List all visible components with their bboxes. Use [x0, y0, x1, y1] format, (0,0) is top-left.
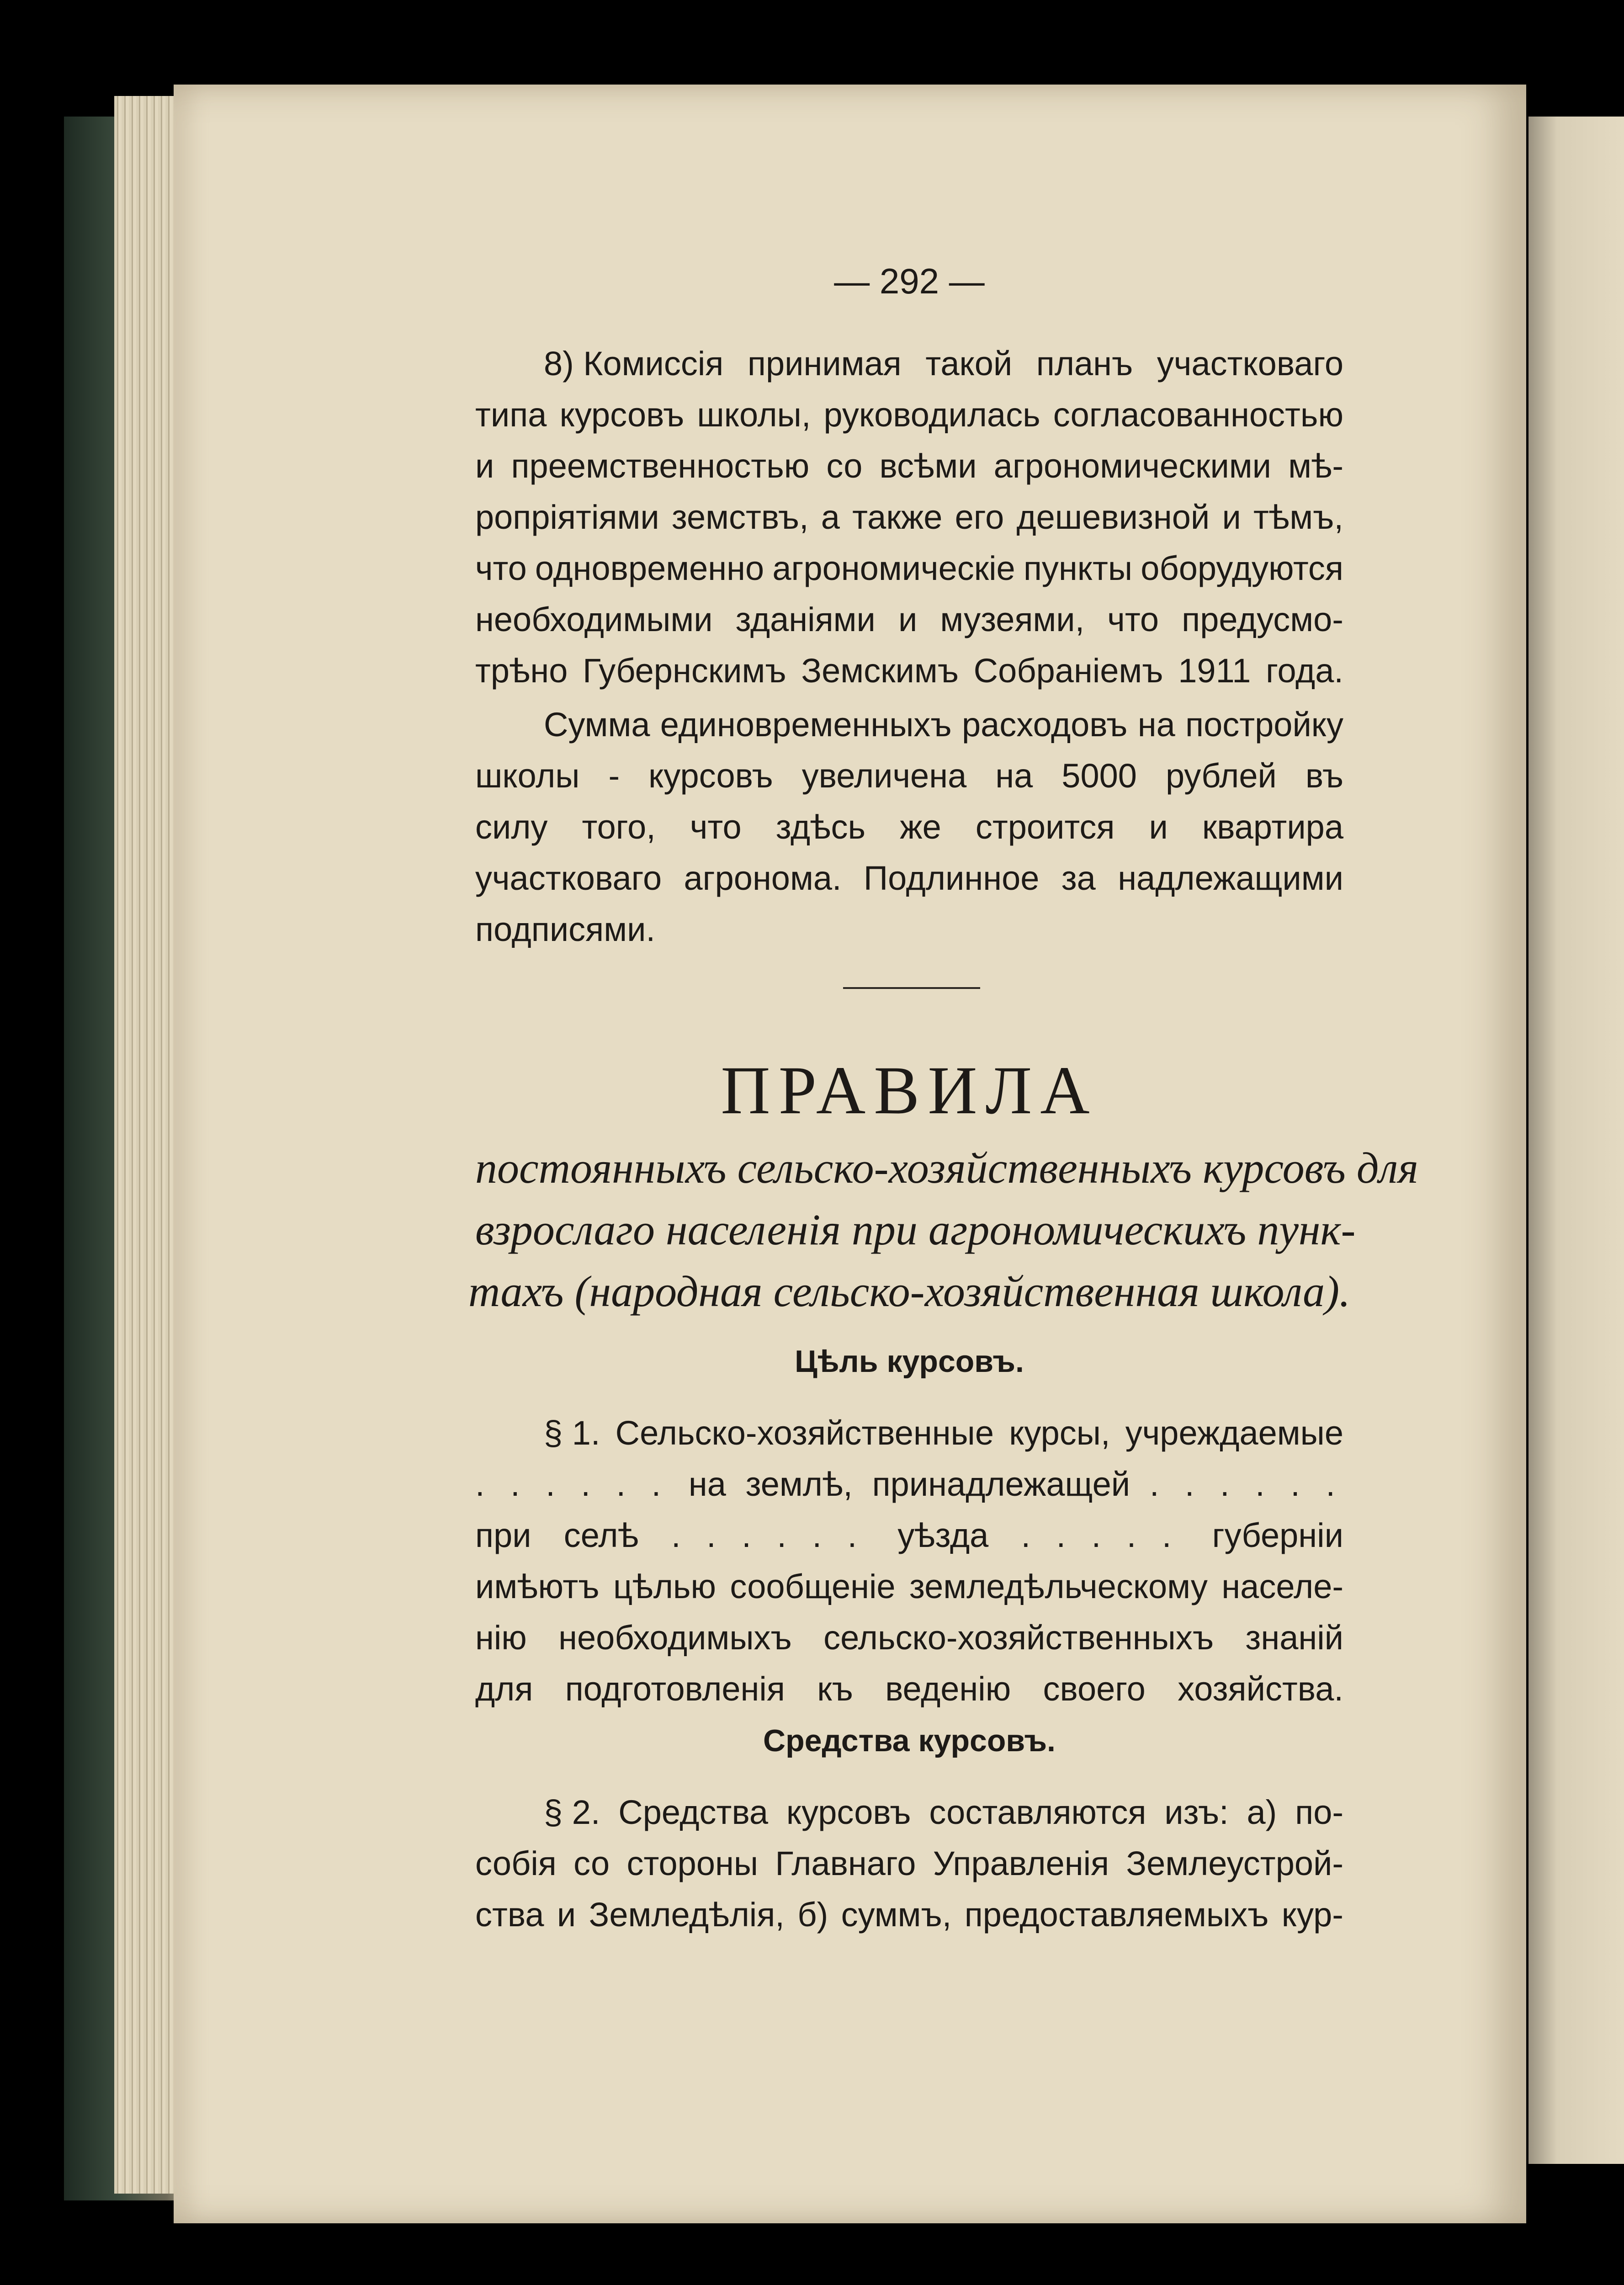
- word: земствъ,: [671, 498, 809, 536]
- word: составляются: [929, 1793, 1146, 1831]
- word: со: [826, 447, 863, 485]
- word: необходимыхъ: [558, 1619, 792, 1657]
- word: преемственностью: [511, 447, 810, 485]
- heading-course-goal: Цѣль курсовъ.: [795, 1344, 1024, 1379]
- word: дешевизной: [1016, 498, 1210, 536]
- text-line: [475, 645, 1343, 696]
- word: уѣзда: [897, 1516, 989, 1554]
- word: для: [475, 1670, 533, 1708]
- word: изъ:: [1164, 1793, 1229, 1831]
- word: предусмо-: [1182, 600, 1343, 638]
- word: нію: [475, 1619, 527, 1657]
- word: Средства: [618, 1793, 769, 1831]
- word: стороны: [626, 1844, 759, 1882]
- word: ропріятіями: [475, 498, 659, 536]
- word: Земледѣлія,: [589, 1896, 785, 1934]
- word: Сумма: [544, 706, 650, 744]
- word: Земскимъ: [801, 652, 959, 690]
- word: учреждаемые: [1125, 1414, 1343, 1452]
- word: же: [900, 808, 941, 846]
- section-1-text: [475, 1408, 1343, 1715]
- word: хозяйства.: [1178, 1670, 1343, 1708]
- word: постройку: [1185, 706, 1343, 744]
- word: цѣлью: [613, 1568, 716, 1605]
- text-line: [475, 543, 1343, 594]
- word: курсовъ: [648, 757, 773, 795]
- page-number: — 292 —: [834, 261, 985, 301]
- word: музеями,: [940, 600, 1085, 638]
- heading-course-funds: Средства курсовъ.: [763, 1723, 1056, 1758]
- word: необходимыми: [475, 600, 713, 638]
- word: населе-: [1221, 1568, 1343, 1605]
- text-line: [475, 802, 1343, 853]
- word: 5000: [1061, 757, 1137, 795]
- word: тѣмъ,: [1253, 498, 1343, 536]
- word: участковаго: [1157, 345, 1343, 383]
- word: а): [1247, 1793, 1277, 1831]
- word: и: [475, 447, 494, 485]
- word: квартира: [1202, 808, 1343, 846]
- word: подписями.: [475, 910, 656, 948]
- word: школы: [475, 757, 580, 795]
- word: своего: [1043, 1670, 1146, 1708]
- word: Губернскимъ: [583, 652, 786, 690]
- word: рублей: [1165, 757, 1277, 795]
- word: при: [475, 1516, 531, 1554]
- text-line: [475, 1612, 1343, 1663]
- text-line: [475, 1889, 1343, 1940]
- text-line: [475, 594, 1343, 645]
- section-divider: [843, 987, 980, 989]
- word: трѣно: [475, 652, 568, 690]
- word: планъ: [1036, 345, 1133, 383]
- text-line: [475, 904, 1343, 955]
- subtitle-line-2: взрослаго населенія при агрономическихъ пунк-: [475, 1205, 1356, 1254]
- document-title: ПРАВИЛА: [721, 1052, 1098, 1128]
- word: 8) Комиссія: [544, 345, 724, 383]
- word: землѣ,: [745, 1465, 853, 1503]
- word: и: [1222, 498, 1241, 536]
- word: согласованностью: [1053, 396, 1343, 434]
- word: типа: [475, 396, 547, 434]
- word: селѣ: [563, 1516, 639, 1554]
- word: на: [688, 1465, 726, 1503]
- word: одновременно: [535, 549, 764, 587]
- word: на: [1137, 706, 1175, 744]
- word: знаній: [1245, 1619, 1343, 1657]
- word: § 2.: [544, 1793, 600, 1831]
- word: что: [690, 808, 742, 846]
- word: имѣютъ: [475, 1568, 600, 1605]
- word: школы,: [697, 396, 811, 434]
- text-line: [475, 441, 1343, 492]
- word: расходовъ: [961, 706, 1128, 744]
- paragraph-commission: [475, 338, 1343, 696]
- word: агрономическіе: [772, 549, 1015, 587]
- word: такой: [925, 345, 1013, 383]
- word: агрономическими: [993, 447, 1271, 485]
- text-line: [475, 1408, 1343, 1459]
- text-line: [475, 1510, 1343, 1561]
- word: курсы,: [1009, 1414, 1110, 1452]
- word: и: [1149, 808, 1168, 846]
- text-line: [475, 853, 1343, 904]
- word: земледѣльческому: [909, 1568, 1208, 1605]
- word: а: [821, 498, 840, 536]
- word: что: [1107, 600, 1159, 638]
- word: года.: [1266, 652, 1343, 690]
- word: подготовленія: [565, 1670, 785, 1708]
- word: суммъ,: [841, 1896, 952, 1934]
- section-2-text: [475, 1787, 1343, 1940]
- text-line: [475, 1459, 1343, 1510]
- text-line: [475, 1561, 1343, 1612]
- text-line: [475, 338, 1343, 389]
- word: руководилась: [823, 396, 1040, 434]
- word: за: [1061, 859, 1096, 897]
- word: . . . . . .: [671, 1516, 865, 1554]
- word: Собраніемъ: [973, 652, 1163, 690]
- word: собія: [475, 1844, 557, 1882]
- word: и: [557, 1896, 576, 1934]
- word: курсовъ: [559, 396, 685, 434]
- word: участковаго: [475, 859, 662, 897]
- word: губерніи: [1212, 1516, 1343, 1554]
- paragraph-sum: [475, 699, 1343, 955]
- word: Сельско-хозяйственные: [615, 1414, 994, 1452]
- text-line: [475, 699, 1343, 750]
- word: Главнаго: [775, 1844, 916, 1882]
- word: что: [475, 549, 527, 587]
- word: къ: [817, 1670, 853, 1708]
- word: кур-: [1281, 1896, 1343, 1934]
- word: ства: [475, 1896, 544, 1934]
- word: единовременныхъ: [660, 706, 952, 744]
- word: Землеустрой-: [1126, 1844, 1343, 1882]
- word: со: [573, 1844, 610, 1882]
- word: б): [797, 1896, 828, 1934]
- word: и: [898, 600, 918, 638]
- word: также: [852, 498, 943, 536]
- word: мѣ-: [1288, 447, 1343, 485]
- word: курсовъ: [786, 1793, 911, 1831]
- word: на: [995, 757, 1033, 795]
- word: пункты: [1023, 549, 1133, 587]
- word: его: [955, 498, 1004, 536]
- text-line: [475, 389, 1343, 441]
- word: . . . . . .: [475, 1465, 669, 1503]
- text-line: [475, 1838, 1343, 1889]
- word: . . . . . .: [1149, 1465, 1343, 1503]
- word: принимая: [747, 345, 902, 383]
- text-line: [475, 492, 1343, 543]
- word: оборудуются: [1141, 549, 1343, 587]
- word: строится: [975, 808, 1115, 846]
- facing-page-edge: [1528, 117, 1624, 2164]
- text-line: [475, 1663, 1343, 1715]
- word: всѣми: [879, 447, 977, 485]
- word: агронома.: [684, 859, 842, 897]
- word: предоставляемыхъ: [964, 1896, 1269, 1934]
- word: по-: [1295, 1793, 1343, 1831]
- word: § 1.: [544, 1414, 600, 1452]
- word: Управленія: [933, 1844, 1109, 1882]
- word: силу: [475, 808, 548, 846]
- text-line: [475, 750, 1343, 802]
- word: -: [608, 757, 620, 795]
- word: здѣсь: [775, 808, 866, 846]
- word: зданіями: [735, 600, 876, 638]
- subtitle-line-3: тахъ (народная сельско-хозяйственная школа).: [468, 1267, 1351, 1316]
- text-line: [475, 1787, 1343, 1838]
- word: сельско-хозяйственныхъ: [823, 1619, 1214, 1657]
- subtitle-line-1: постоянныхъ сельско-хозяйственныхъ курсовъ для: [475, 1143, 1418, 1192]
- word: въ: [1305, 757, 1343, 795]
- word: . . . . .: [1021, 1516, 1180, 1554]
- word: Подлинное: [863, 859, 1040, 897]
- word: веденію: [885, 1670, 1011, 1708]
- word: сообщеніе: [730, 1568, 896, 1605]
- word: 1911: [1178, 652, 1251, 690]
- word: увеличена: [801, 757, 967, 795]
- word: принадлежащей: [872, 1465, 1130, 1503]
- word: надлежащими: [1118, 859, 1343, 897]
- word: того,: [582, 808, 656, 846]
